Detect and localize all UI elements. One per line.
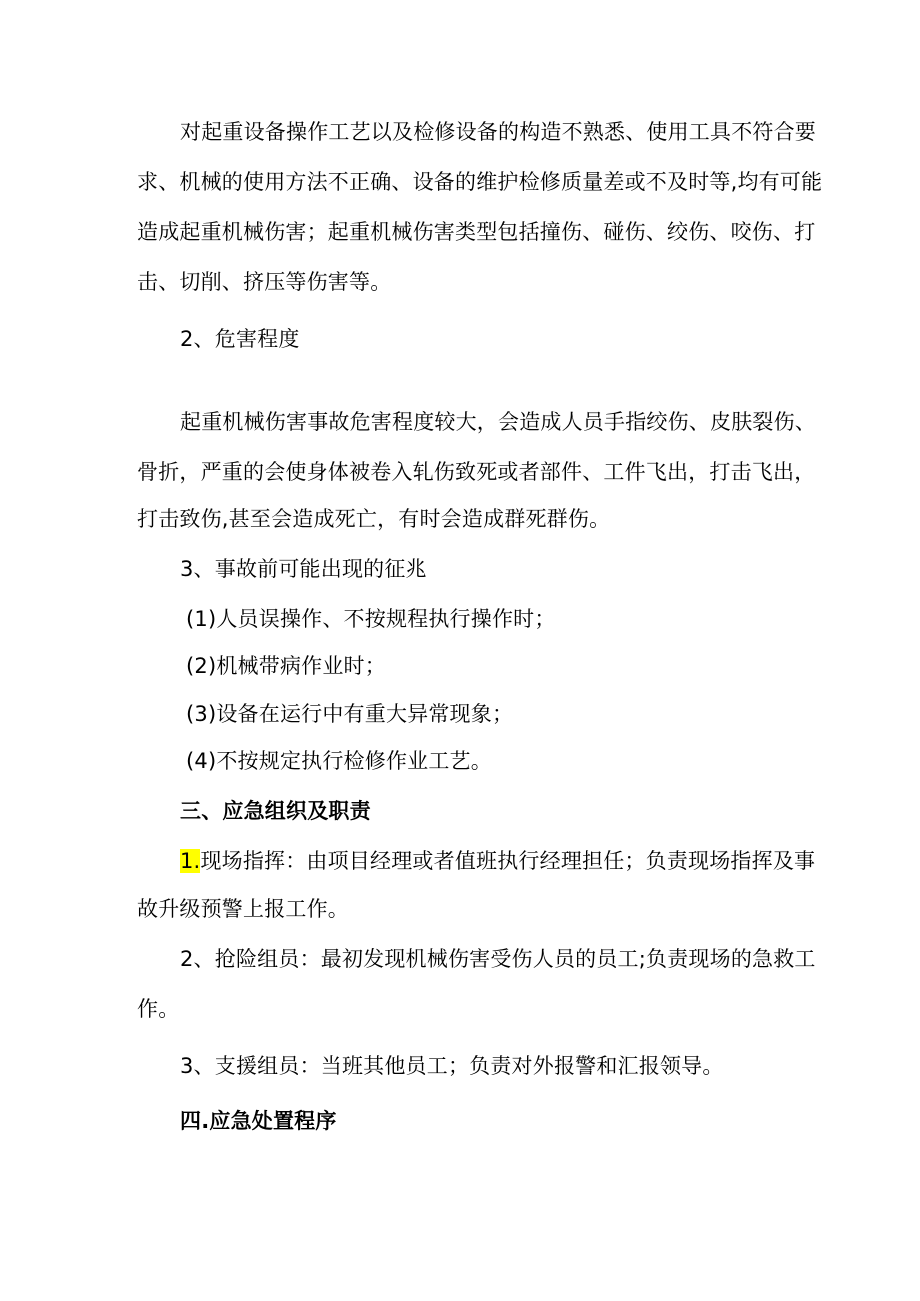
list-item: (1)人员误操作、不按规程执行操作时； (186, 607, 556, 631)
list-item: (4)不按规定执行检修作业工艺。 (186, 749, 492, 773)
paragraph-line: 造成起重机械伤害；起重机械伤害类型包括撞伤、碰伤、绞伤、咬伤、打 (137, 220, 816, 244)
paragraph-line: 2、抢险组员：最初发现机械伤害受伤人员的员工;负责现场的急救工 (180, 947, 816, 971)
paragraph-line: 骨折，严重的会使身体被卷入轧伤致死或者部件、工件飞出，打击飞出， (137, 460, 816, 484)
paragraph-line: 作。 (137, 997, 180, 1021)
paragraph-line: 击、切削、挤压等伤害等。 (137, 270, 392, 294)
paragraph-line: 求、机械的使用方法不正确、设备的维护检修质量差或不及时等,均有可能 (137, 170, 823, 194)
list-item: (3)设备在运行中有重大异常现象； (186, 702, 514, 726)
paragraph-line: 3、支援组员：当班其他员工；负责对外报警和汇报领导。 (180, 1054, 724, 1078)
list-item: (2)机械带病作业时； (186, 654, 386, 678)
paragraph-line: 故升级预警上报工作。 (137, 897, 349, 921)
paragraph-line: 打击致伤,甚至会造成死亡，有时会造成群死群伤。 (137, 507, 611, 531)
paragraph-line: 对起重设备操作工艺以及检修设备的构造不熟悉、使用工具不符合要 (180, 120, 816, 144)
paragraph-line (180, 847, 815, 875)
highlighted-number: 1. (180, 849, 201, 873)
subheading-warning-signs: 3、事故前可能出现的征兆 (180, 557, 427, 581)
section-title: 三、应急组织及职责 (180, 799, 371, 823)
subheading-danger-level: 2、危害程度 (180, 327, 300, 351)
duty-text: 现场指挥：由项目经理或者值班执行经理担任；负责现场指挥及事 (200, 849, 816, 873)
section-title: 四.应急处置程序 (180, 1109, 337, 1133)
paragraph-line: 起重机械伤害事故危害程度较大，会造成人员手指绞伤、皮肤裂伤、 (180, 410, 816, 434)
